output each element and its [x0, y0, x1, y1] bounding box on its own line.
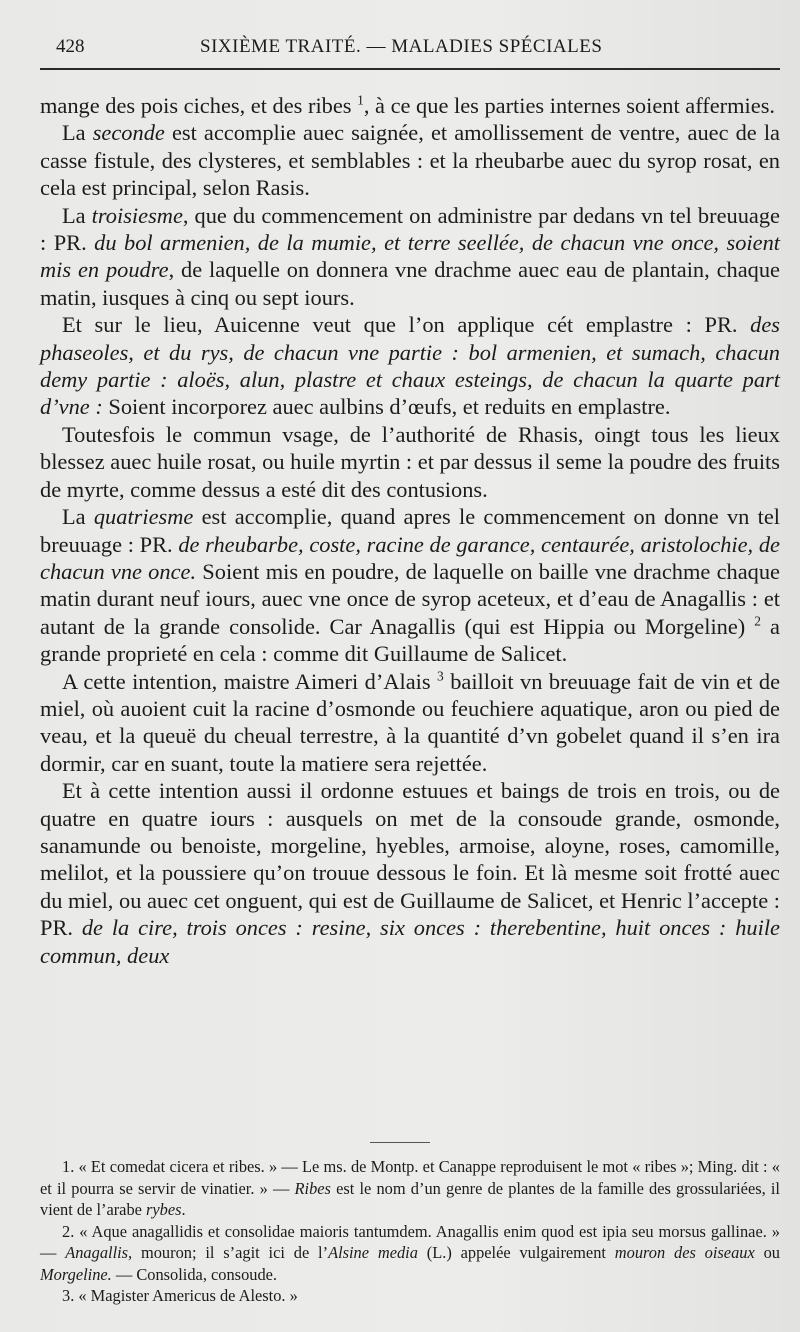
footnote: 2. « Aque anagallidis et consolidae maioris tantumdem. Anagallis enim quod est ipia seu morsus gallinae. » — Anagallis, mouron; il s’agit ici de l’Alsine media (L.) appelée vulgairement mouron des oiseaux ou Morgeline. — Consolida, consoude. — [40, 1221, 780, 1284]
paragraph: Et sur le lieu, Auicenne veut que l’on applique cét emplastre : PR. des phaseoles, et du rys, de chacun vne partie : bol armenien, et sumach, chacun demy partie : aloës, alun, plastre et chaux esteings, de chacun la quarte part d’vne : Soient incorporez auec aulbins d’œufs, et reduits en emplastre. — [40, 312, 780, 420]
paragraph: La seconde est accomplie auec saignée, et amollissement de ventre, auec de la casse fistule, des clysteres, et semblables : et la rheubarbe auec du syrop rosat, en cela est principal, selon Rasis. — [40, 120, 780, 201]
footnote-ref: 1 — [357, 92, 364, 108]
page-number: 428 — [56, 36, 85, 57]
footnotes — [40, 1156, 780, 1307]
running-head: SIXIÈME TRAITÉ. — MALADIES SPÉCIALES — [200, 36, 603, 57]
header-rule — [40, 68, 780, 70]
paragraph: mange des pois ciches, et des ribes $^1$, à ce que les parties internes soient affermies. — [40, 92, 776, 118]
footnote: 3. « Magister Americus de Alesto. » — [62, 1286, 298, 1305]
main-text — [40, 92, 780, 969]
footnote-ref: 3 — [437, 668, 444, 684]
page-header — [40, 28, 780, 68]
paragraph: A cette intention, maistre Aimeri d’Alais $^3$ bailloit vn breuuage fait de vin et de miel, où auoient cuit la racine d’osmonde ou feuchiere aquatique, aron ou pied de veau, et la queuë du cheual terrestre, à la quantité d’vn gobelet quand il s’en ira dormir, car en suant, toute la matiere sera rejettée. — [40, 668, 781, 776]
paragraph: Et à cette intention aussi il ordonne estuues et baings de trois en trois, ou de quatre en quatre iours : ausquels on met de la consoude grande, osmonde, sanamunde ou benoiste, morgeline, hyebles, armoise, aloyne, roses, camomille, melilot, et la poussiere qu’on trouue dessous le foin. Et là mesme soit frotté auec du miel, ou auec cet onguent, qui est de Guillaume de Salicet, et Henric l’accepte : PR. de la cire, trois onces : resine, six onces : therebentine, huit onces : huile commun, deux — [40, 778, 780, 968]
paragraph: La quatriesme est accomplie, quand apres le commencement on donne vn tel breuuage : PR. de rheubarbe, coste, racine de garance, centaurée, aristolochie, de chacun vne once. Soient mis en poudre, de laquelle on baille vne drachme chaque matin durant neuf iours, auec vne once de syrop aceteux, et d’eau de Anagallis : et autant de la grande consolide. Car Anagallis (qui est Hippia ou Morgeline) $^2$ a grande proprieté en cela : comme dit Guillaume de Salicet. — [40, 504, 780, 667]
footnote-ref: 2 — [754, 613, 762, 629]
footnote-divider — [370, 1142, 430, 1143]
paragraph: La troisiesme, que du commencement on administre par dedans vn tel breuuage : PR. du bol armenien, de la mumie, et terre seellée, de chacun vne once, soient mis en poudre, de laquelle on donnera vne drachme auec eau de plantain, chaque matin, iusques à cinq ou sept iours. — [40, 202, 780, 310]
paragraph: Toutesfois le commun vsage, de l’authorité de Rhasis, oingt tous les lieux blessez auec huile rosat, ou huile myrtin : et par dessus il seme la poudre des fruits de myrte, comme dessus a esté dit des contusions. — [40, 421, 780, 502]
footnote: 1. « Et comedat cicera et ribes. » — Le ms. de Montp. et Canappe reproduisent le mot « ribes »; Ming. dit : « et il pourra se servir de vinatier. » — Ribes est le nom d’un genre de plantes de la famille des grossulariées, il vient de l’arabe rybes. — [40, 1157, 780, 1219]
